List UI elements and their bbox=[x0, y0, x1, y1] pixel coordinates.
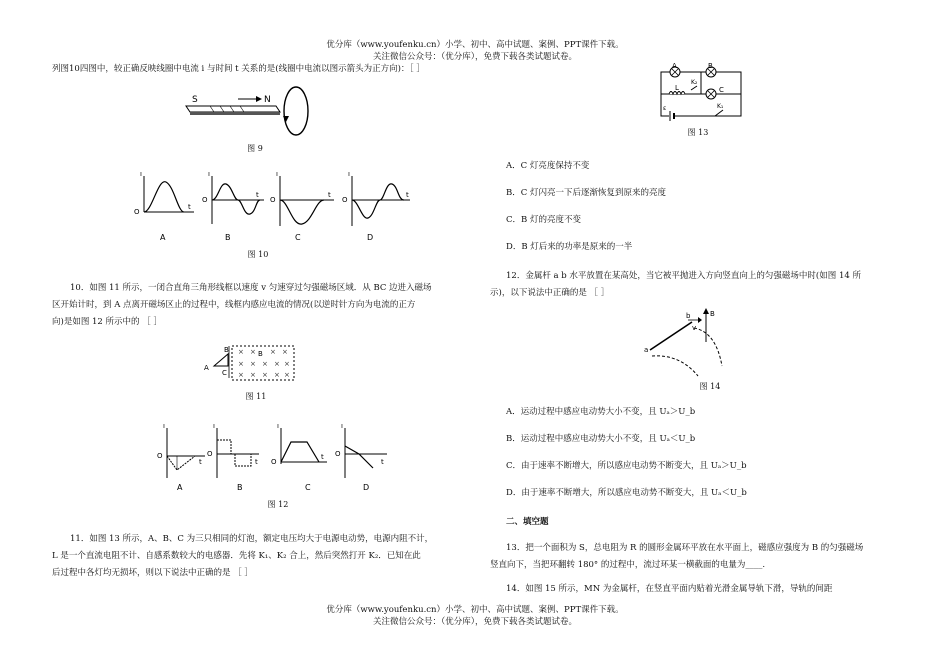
axis-i-b: i bbox=[208, 172, 210, 178]
graph-12a bbox=[157, 424, 205, 492]
lamp-b-label: B bbox=[708, 62, 713, 70]
magnet-s-label: S bbox=[192, 95, 198, 105]
motion-arrow-icon bbox=[238, 96, 262, 102]
svg-text:×: × bbox=[238, 348, 244, 356]
origin-12a: O bbox=[157, 452, 163, 460]
bar-magnet bbox=[186, 106, 280, 115]
q12-option-b: B．运动过程中感应电动势大小不变，且 Uₐ＜U_b bbox=[506, 434, 696, 444]
point-b-label: B bbox=[224, 346, 229, 354]
trajectory-b bbox=[694, 328, 722, 366]
axis-t-12b: t bbox=[255, 458, 258, 466]
section-fill-in-heading: 二、填空题 bbox=[506, 517, 549, 527]
figure-10-caption: 图 10 bbox=[247, 250, 269, 259]
axis-i-c: i bbox=[276, 172, 278, 178]
lamp-a-label: A bbox=[672, 62, 677, 70]
axis-t-d: t bbox=[406, 191, 409, 199]
figure-9 bbox=[180, 84, 320, 140]
figure-10 bbox=[130, 172, 420, 244]
footer-line-1: 优分库（www.youfenku.cn）小学、初中、高中试题、案例、PPT课件下载。 bbox=[326, 605, 624, 615]
origin-12b: O bbox=[207, 450, 213, 458]
q10-line-1: 10．如图 11 所示，一闭合直角三角形线框以速度 v 匀速穿过匀强磁场区域．从 BC 边进入磁场 bbox=[70, 283, 432, 293]
svg-text:×: × bbox=[270, 348, 276, 356]
figure-11 bbox=[200, 342, 300, 384]
q11-line-1: 11．如图 13 所示，A、B、C 为三只相同的灯泡，额定电压均大于电源电动势，电源内阻不计， bbox=[70, 534, 434, 544]
graph-12b-label: B bbox=[237, 483, 243, 492]
point-a-label: A bbox=[204, 364, 209, 372]
axis-t-12d: t bbox=[381, 458, 384, 466]
figure-13 bbox=[655, 62, 747, 124]
svg-text:×: × bbox=[238, 371, 244, 379]
axis-t-a: t bbox=[188, 203, 191, 211]
axis-t-b: t bbox=[256, 191, 259, 199]
q13-line-2: 竖直向下，当把环翻转 180° 的过程中，流过环某一横截面的电量为____. bbox=[490, 560, 766, 570]
graph-10a-label: A bbox=[160, 233, 166, 242]
field-arrow-icon bbox=[703, 308, 709, 342]
velocity-label: v bbox=[692, 324, 697, 332]
question-9-intro: 列图10四图中，较正确反映线圈中电流 i 与时间 t 关系的是(线圈中电流以图示箭头为正方向)：［ ］ bbox=[52, 64, 425, 74]
inductor-label: L bbox=[675, 84, 679, 92]
trajectory-a bbox=[652, 356, 698, 376]
q12-option-d: D．由于速率不断增大，所以感应电动势不断变大，且 Uₐ＜U_b bbox=[506, 488, 747, 498]
figure-14-caption: 图 14 bbox=[699, 382, 721, 391]
page-header bbox=[0, 39, 950, 63]
question-11 bbox=[52, 531, 472, 582]
q11-line-2: L 是一个直流电阻不计、自感系数较大的电感器．先将 K₁、K₂ 合上，然后突然打开 K₂．已知在此 bbox=[52, 551, 421, 561]
svg-text:×: × bbox=[274, 360, 280, 368]
triangle-frame bbox=[214, 354, 228, 366]
graph-10d bbox=[342, 172, 410, 242]
question-14: 14．如图 15 所示，MN 为金属杆，在竖直平面内贴着光滑金属导轨下滑，导轨的间距 bbox=[506, 584, 833, 594]
point-b-label-14: b bbox=[686, 312, 691, 320]
graph-12c-label: C bbox=[305, 483, 311, 492]
graph-12a-label: A bbox=[177, 483, 183, 492]
svg-text:×: × bbox=[282, 348, 288, 356]
question-10 bbox=[52, 280, 467, 331]
point-c-label: C bbox=[222, 369, 227, 377]
svg-text:×: × bbox=[274, 371, 280, 379]
header-line-1: 优分库（www.youfenku.cn）小学、初中、高中试题、案例、PPT课件下载。 bbox=[326, 40, 624, 50]
magnet-n-label: N bbox=[264, 95, 271, 105]
switch-k2-label: K₂ bbox=[691, 79, 698, 86]
graph-12d-label: D bbox=[363, 483, 370, 492]
switch-k2-icon bbox=[691, 86, 697, 90]
current-direction-arrow-icon bbox=[283, 116, 289, 122]
q11-option-a: A．C 灯亮度保持不变 bbox=[506, 161, 590, 171]
q10-line-3: 向)是如图 12 所示中的 ［ ］ bbox=[52, 317, 162, 327]
origin-12d: O bbox=[335, 450, 341, 458]
q11-line-3: 后过程中各灯均无损坏，则以下说法中正确的是 ［ ］ bbox=[52, 568, 253, 578]
svg-text:×: × bbox=[262, 371, 268, 379]
graph-12b bbox=[207, 424, 259, 492]
graph-12d bbox=[335, 424, 387, 492]
axis-i-12a: i bbox=[163, 424, 165, 430]
figure-14 bbox=[640, 306, 740, 378]
axis-i-12c: i bbox=[277, 424, 279, 430]
header-line-2: 关注微信公众号：（优分库），免费下载各类试题试卷。 bbox=[372, 52, 577, 62]
axis-t-12c: t bbox=[321, 453, 324, 461]
svg-text:×: × bbox=[250, 371, 256, 379]
axis-t-12a: t bbox=[199, 458, 202, 466]
graph-10c bbox=[270, 172, 334, 242]
q11-option-c: C．B 灯的亮度不变 bbox=[506, 215, 581, 225]
origin-12c: O bbox=[271, 458, 277, 466]
axis-i-a: i bbox=[140, 172, 142, 178]
figure-11-caption: 图 11 bbox=[245, 392, 267, 401]
svg-text:×: × bbox=[262, 360, 268, 368]
field-b-label: B bbox=[258, 350, 263, 358]
switch-k1-icon bbox=[715, 110, 723, 116]
q13-line-1: 13．把一个面积为 S，总电阻为 R 的圆形金属环平放在水平面上，磁感应强度为 B 的匀强磁场 bbox=[506, 543, 864, 553]
footer-line-2: 关注微信公众号：（优分库），免费下载各类试题试卷。 bbox=[372, 617, 577, 627]
svg-text:×: × bbox=[238, 360, 244, 368]
switch-k1-label: K₁ bbox=[717, 103, 724, 110]
q12-line-1: 12．金属杆 a b 水平放置在某高处，当它被平抛进入方向竖直向上的匀强磁场中时(如图 14 所 bbox=[506, 271, 861, 281]
point-a-label-14: a bbox=[644, 346, 649, 354]
graph-10b bbox=[202, 172, 264, 242]
field-cross-marks bbox=[238, 348, 290, 379]
lamp-c-label: C bbox=[719, 86, 724, 94]
lamp-c-icon bbox=[706, 89, 716, 99]
figure-13-caption: 图 13 bbox=[687, 128, 709, 137]
axis-i-d: i bbox=[348, 172, 350, 178]
origin-a: O bbox=[134, 208, 140, 216]
field-b-label-14: B bbox=[710, 310, 715, 318]
origin-d: O bbox=[342, 196, 348, 204]
q12-option-a: A．运动过程中感应电动势大小不变，且 Uₐ＞U_b bbox=[506, 407, 696, 417]
svg-text:×: × bbox=[250, 360, 256, 368]
question-13 bbox=[490, 540, 910, 574]
axis-i-12d: i bbox=[341, 424, 343, 430]
question-12 bbox=[490, 268, 910, 302]
page-footer bbox=[0, 604, 950, 628]
cell-label: ε bbox=[663, 105, 667, 112]
coil-loop bbox=[284, 87, 308, 135]
graph-10c-label: C bbox=[295, 233, 301, 242]
graph-10b-label: B bbox=[225, 233, 231, 242]
svg-text:×: × bbox=[284, 360, 290, 368]
q11-option-b: B．C 灯闪亮一下后逐渐恢复到原来的亮度 bbox=[506, 188, 666, 198]
origin-c: O bbox=[270, 196, 276, 204]
axis-i-12b: i bbox=[213, 424, 215, 430]
graph-10d-label: D bbox=[367, 233, 374, 242]
axis-t-c: t bbox=[328, 191, 331, 199]
graph-10a bbox=[134, 172, 194, 242]
figure-12-caption: 图 12 bbox=[267, 500, 289, 509]
svg-text:×: × bbox=[250, 348, 256, 356]
battery-icon bbox=[669, 111, 675, 121]
svg-text:×: × bbox=[284, 371, 290, 379]
q12-option-c: C．由于速率不断增大，所以感应电动势不断变大，且 Uₐ＞U_b bbox=[506, 461, 747, 471]
figure-9-caption: 图 9 bbox=[247, 144, 263, 153]
origin-b: O bbox=[202, 196, 208, 204]
metal-rod bbox=[650, 322, 692, 350]
graph-12c bbox=[271, 424, 327, 492]
figure-12 bbox=[155, 424, 390, 494]
q12-line-2: 示)，以下说法中正确的是 ［ ］ bbox=[490, 288, 610, 298]
q11-option-d: D．B 灯后来的功率是原来的一半 bbox=[506, 242, 633, 252]
q10-line-2: 区开始计时，到 A 点离开磁场区止的过程中，线框内感应电流的情况(以逆时针方向为电流的正方 bbox=[52, 300, 416, 310]
